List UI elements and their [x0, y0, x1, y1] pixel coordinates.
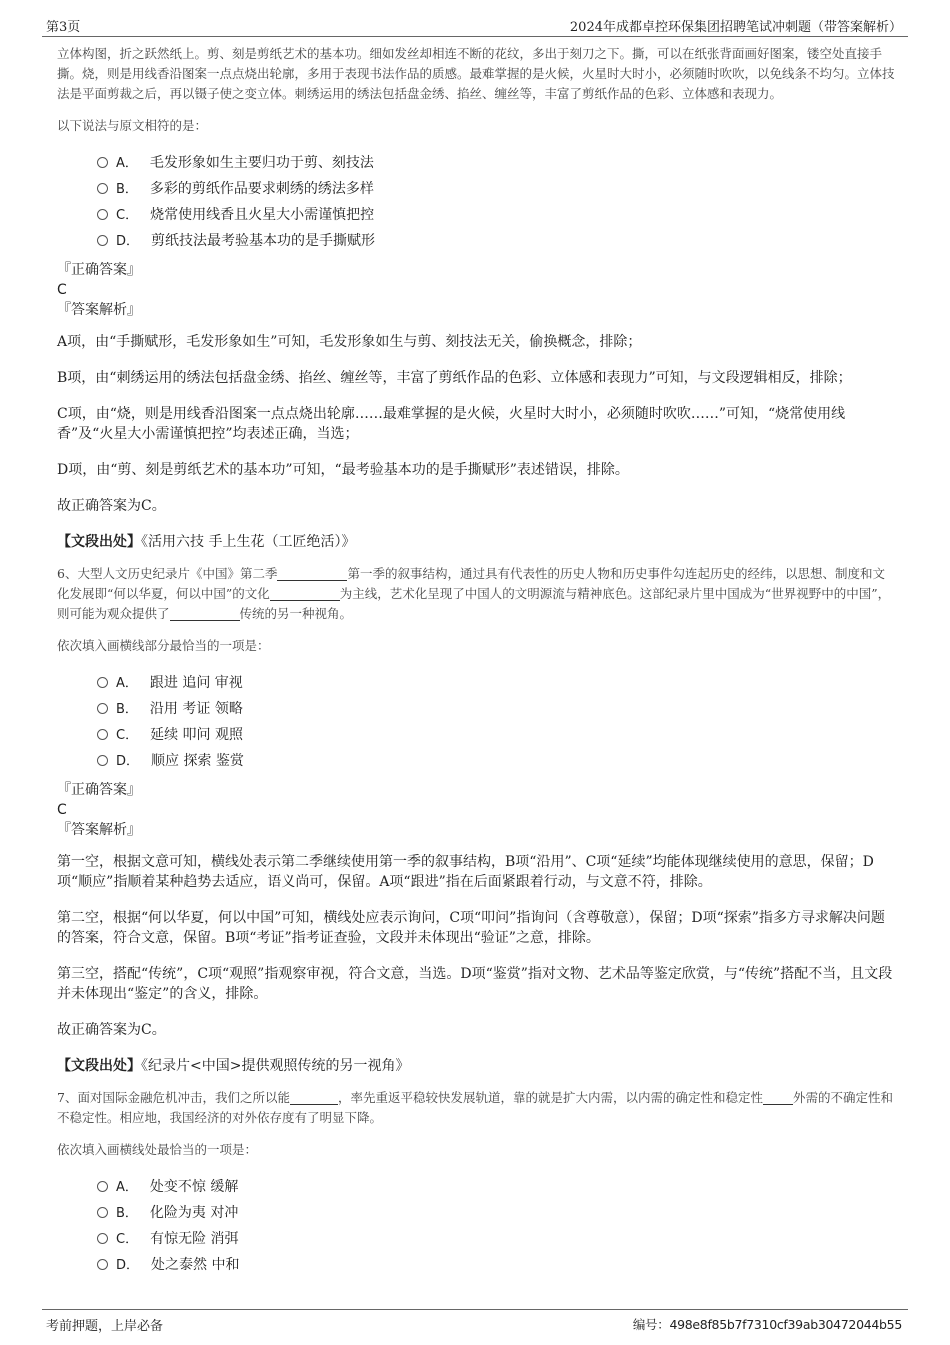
q5-option-b[interactable]: B． 多彩的剪纸作品要求刺绣的绣法多样: [97, 176, 895, 202]
q5-option-a[interactable]: A． 毛发形象如生主要归功于剪、刻技法: [97, 150, 895, 176]
radio-icon[interactable]: [97, 677, 108, 688]
answer-blank: [290, 1090, 338, 1105]
q5-option-c[interactable]: C． 烧常使用线香且火星大小需谨慎把控: [97, 202, 895, 228]
q5-option-d[interactable]: D． 剪纸技法最考验基本功的是手撕赋形: [97, 228, 895, 254]
radio-icon[interactable]: [97, 1233, 108, 1244]
q6-option-a[interactable]: A． 跟进 追问 审视: [97, 670, 895, 696]
radio-icon[interactable]: [97, 183, 108, 194]
q6-analysis-label: 『答案解析』: [57, 822, 141, 838]
q6-stem: 6、大型人文历史纪录片《中国》第二季 第一季的叙事结构，通过具有代表性的历史人物和历史事件勾连起历史的经纬，以思想、制度和文化发展即“何以华夏，何以中国”的文化 为主线，艺术化呈现了中国人的文明源流与精神底色。这部纪录片里中国成为“世界视野中的中国”，则可能为观众提供了 传统的另一种视角。: [57, 566, 891, 621]
q5-conclusion: 故正确答案为C。: [57, 498, 166, 514]
answer-blank: [277, 566, 347, 581]
q5-prompt: 以下说法与原文相符的是：: [57, 118, 208, 133]
q6-option-c[interactable]: C． 延续 叩问 观照: [97, 722, 895, 748]
q5-answer: C: [57, 282, 67, 298]
answer-blank: [270, 586, 340, 601]
q5-analysis-label: 『答案解析』: [57, 302, 141, 318]
document-body: [57, 44, 895, 1284]
page-header: [42, 12, 908, 37]
q6-option-b[interactable]: B． 沿用 考证 领略: [97, 696, 895, 722]
page-number: 第3页: [46, 20, 81, 35]
q7-prompt: 依次填入画横线处最恰当的一项是：: [57, 1142, 258, 1157]
radio-icon[interactable]: [97, 1259, 108, 1270]
answer-blank: [763, 1090, 793, 1105]
q5-answer-label: 『正确答案』: [57, 262, 141, 278]
document-title: 2024年成都卓控环保集团招聘笔试冲刺题（带答案解析）: [569, 20, 902, 35]
page-footer: [42, 1309, 908, 1336]
q5-passage: 立体构图，折之跃然纸上。剪、刻是剪纸艺术的基本功。细如发丝却相连不断的花纹，多出于刻刀之下。撕，可以在纸张背面画好图案，镂空处直接手撕。烧，则是用线香沿图案一点点烧出轮廓，多用于表现书法作品的质感。最难掌握的是火候，火星时大时小，必须随时吹吹，以免线条不均匀。立体技法是平面剪裁之后，再以镊子使之变立体。刺绣运用的绣法包括盘金绣、掐丝、缠丝等，丰富了剪纸作品的色彩、立体感和表现力。: [57, 46, 895, 101]
q7-options: [97, 1174, 895, 1278]
footer-slogan: 考前押题，上岸必备: [46, 1319, 164, 1334]
q6-analysis-3: 第三空，搭配“传统”，C项“观照”指观察审视，符合文意，当选。D项“鉴赏”指对文物、艺术品等鉴定欣赏，与“传统”搭配不当，且文段并未体现出“鉴定”的含义，排除。: [57, 966, 893, 1002]
radio-icon[interactable]: [97, 157, 108, 168]
q6-options: [97, 670, 895, 774]
radio-icon[interactable]: [97, 703, 108, 714]
q5-analysis-d: D项，由“剪、刻是剪纸艺术的基本功”可知，“最考验基本功的是手撕赋形”表述错误，排除。: [57, 462, 629, 478]
q7-option-a[interactable]: A． 处变不惊 缓解: [97, 1174, 895, 1200]
q5-options: [97, 150, 895, 254]
radio-icon[interactable]: [97, 729, 108, 740]
q6-prompt: 依次填入画横线部分最恰当的一项是：: [57, 638, 270, 653]
q7-option-d[interactable]: D． 处之泰然 中和: [97, 1252, 895, 1278]
q6-answer-label: 『正确答案』: [57, 782, 141, 798]
radio-icon[interactable]: [97, 209, 108, 220]
document-code: 编号：498e8f85b7f7310cf39ab30472044b55: [632, 1317, 902, 1332]
q5-source: 【文段出处】《活用六技 手上生花（工匠绝活）》: [57, 534, 356, 550]
answer-blank: [170, 606, 240, 621]
q6-analysis-1: 第一空，根据文意可知，横线处表示第二季继续使用第一季的叙事结构，B项“沿用”、C项“延续”均能体现继续使用的意思，保留；D项“顺应”指顺着某种趋势去适应，语义尚可，保留。A项“跟进”指在后面紧跟着行动，与文意不符，排除。: [57, 854, 874, 890]
q6-answer: C: [57, 802, 67, 818]
q6-analysis-2: 第二空，根据“何以华夏，何以中国”可知，横线处应表示询问，C项“叩问”指询问（含尊敬意），保留；D项“探索”指多方寻求解决问题的答案，符合文意，保留。B项“考证”指考证查验，文段并未体现出“验证”之意，排除。: [57, 910, 885, 946]
radio-icon[interactable]: [97, 235, 108, 246]
q7-stem: 7、面对国际金融危机冲击，我们之所以能 ，率先重返平稳较快发展轨道，靠的就是扩大内需，以内需的确定性和稳定性 外需的不确定性和不稳定性。相应地，我国经济的对外依存度有了明显下降。: [57, 1090, 893, 1125]
radio-icon[interactable]: [97, 1181, 108, 1192]
q5-analysis-b: B项，由“刺绣运用的绣法包括盘金绣、掐丝、缠丝等，丰富了剪纸作品的色彩、立体感和表现力”可知，与文段逻辑相反，排除；: [57, 370, 852, 386]
q5-analysis-c: C项，由“烧，则是用线香沿图案一点点烧出轮廓……最难掌握的是火候，火星时大时小，必须随时吹吹……”可知，“烧常使用线香”及“火星大小需谨慎把控”均表述正确，当选；: [57, 406, 846, 442]
q5-analysis-a: A项，由“手撕赋形，毛发形象如生”可知，毛发形象如生与剪、刻技法无关，偷换概念，排除；: [57, 334, 642, 350]
q6-option-d[interactable]: D． 顺应 探索 鉴赏: [97, 748, 895, 774]
q6-source: 【文段出处】《纪录片<中国>提供观照传统的另一视角》: [57, 1058, 410, 1074]
q7-option-b[interactable]: B． 化险为夷 对冲: [97, 1200, 895, 1226]
radio-icon[interactable]: [97, 755, 108, 766]
radio-icon[interactable]: [97, 1207, 108, 1218]
q6-conclusion: 故正确答案为C。: [57, 1022, 166, 1038]
q7-option-c[interactable]: C． 有惊无险 消弭: [97, 1226, 895, 1252]
